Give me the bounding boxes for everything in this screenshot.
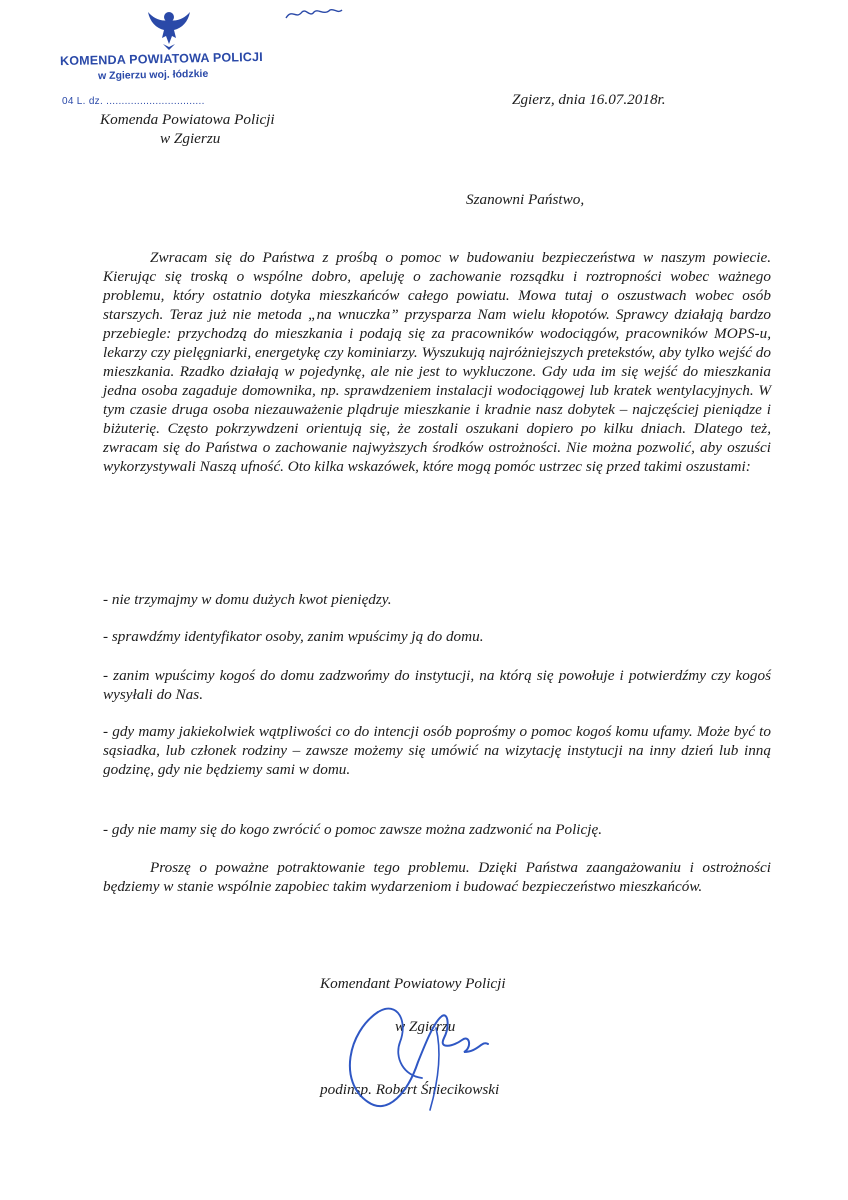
tip-item: - nie trzymajmy w domu dużych kwot pieniędzy. — [103, 591, 392, 608]
stamp-location: w Zgierzu woj. łódzkie — [97, 67, 209, 83]
salutation: Szanowni Państwo, — [466, 191, 585, 208]
tip-item: - gdy mamy jakiekolwiek wątpliwości co do intencji osób poprośmy o pomoc kogoś komu ufamy. Może być to sąsiadka, lub członek rodziny – zawsze możemy się umówić na wizytację instytucji na inny dzień lub inną godzinę, gdy nie będziemy sami w domu. — [103, 723, 771, 778]
stamp-title: KOMENDA POWIATOWA POLICJI — [59, 49, 264, 69]
signatory-location: w Zgierzu — [395, 1018, 456, 1035]
sender-line-1: Komenda Powiatowa Policji — [100, 111, 275, 128]
stamp-registry-number: 04 L. dz. ................................ — [62, 96, 205, 107]
eagle-emblem-icon — [144, 8, 194, 52]
office-stamp — [56, 4, 296, 114]
signatory-name: podinsp. Robert Śniecikowski — [320, 1081, 500, 1098]
handwritten-signature — [338, 992, 498, 1122]
body-paragraph-1: Zwracam się do Państwa z prośbą o pomoc w budowaniu bezpieczeństwa w naszym powiecie. Kierując się troską o wspólne dobro, apeluję o zachowanie rozsądku i roztropności wobec ważnego problemu, który ostatnio dotyka mieszkańców całego powiatu. Mowa tutaj o oszustwach wobec osób starszych. Teraz już nie metoda „na wnuczka” przysparza Nam wielu kłopotów. Sprawcy działają bardzo przebiegle: przychodzą do mieszkania i podają się za pracowników wodociągów, pracowników MOPS-u, lekarzy czy pielęgniarki, energetykę czy kominiarzy. Wyszukują najróżniejszych pretekstów, aby tylko wejść do mieszkania. Rzadko działają w pojedynkę, ale nie jest to wykluczone. Gdy uda im się wejść do mieszkania jedna osoba zagaduje domownika, np. sprawdzeniem instalacji wodociągowej lub kratek wentylacyjnych. W tym czasie druga osoba niezauważenie plądruje mieszkanie i kradnie nasz dobytek – najczęściej pieniądze i biżuterię. Często pokrzywdzeni orientują się, że zostali oszukani dopiero po kilku dniach. Dlatego też, zwracam się do Państwa o zachowanie najwyższych środków ostrożności. Nie można pozwolić, aby oszuści wykorzystywali Naszą ufność. Oto kilka wskazówek, które mogą pomóc ustrzec się przed takimi oszustami: — [103, 249, 771, 475]
signatory-title: Komendant Powiatowy Policji — [320, 975, 506, 992]
tip-item: - sprawdźmy identyfikator osoby, zanim wpuścimy ją do domu. — [103, 628, 484, 645]
letter-date: Zgierz, dnia 16.07.2018r. — [512, 91, 666, 108]
sender-line-2: w Zgierzu — [160, 130, 221, 147]
sender-block — [100, 110, 340, 148]
tip-item: - zanim wpuścimy kogoś do domu zadzwońmy do instytucji, na którą się powołuje i potwierdźmy czy kogoś wysyłali do Nas. — [103, 667, 771, 703]
body-paragraph-2: Proszę o poważne potraktowanie tego problemu. Dzięki Państwa zaangażowaniu i ostrożności będziemy w stanie wspólnie zapobiec takim wydarzeniom i budować bezpieczeństwo mieszkańców. — [103, 859, 771, 895]
tip-item: - gdy nie mamy się do kogo zwrócić o pomoc zawsze można zadzwonić na Policję. — [103, 821, 603, 838]
stamp-scribble — [284, 4, 344, 24]
